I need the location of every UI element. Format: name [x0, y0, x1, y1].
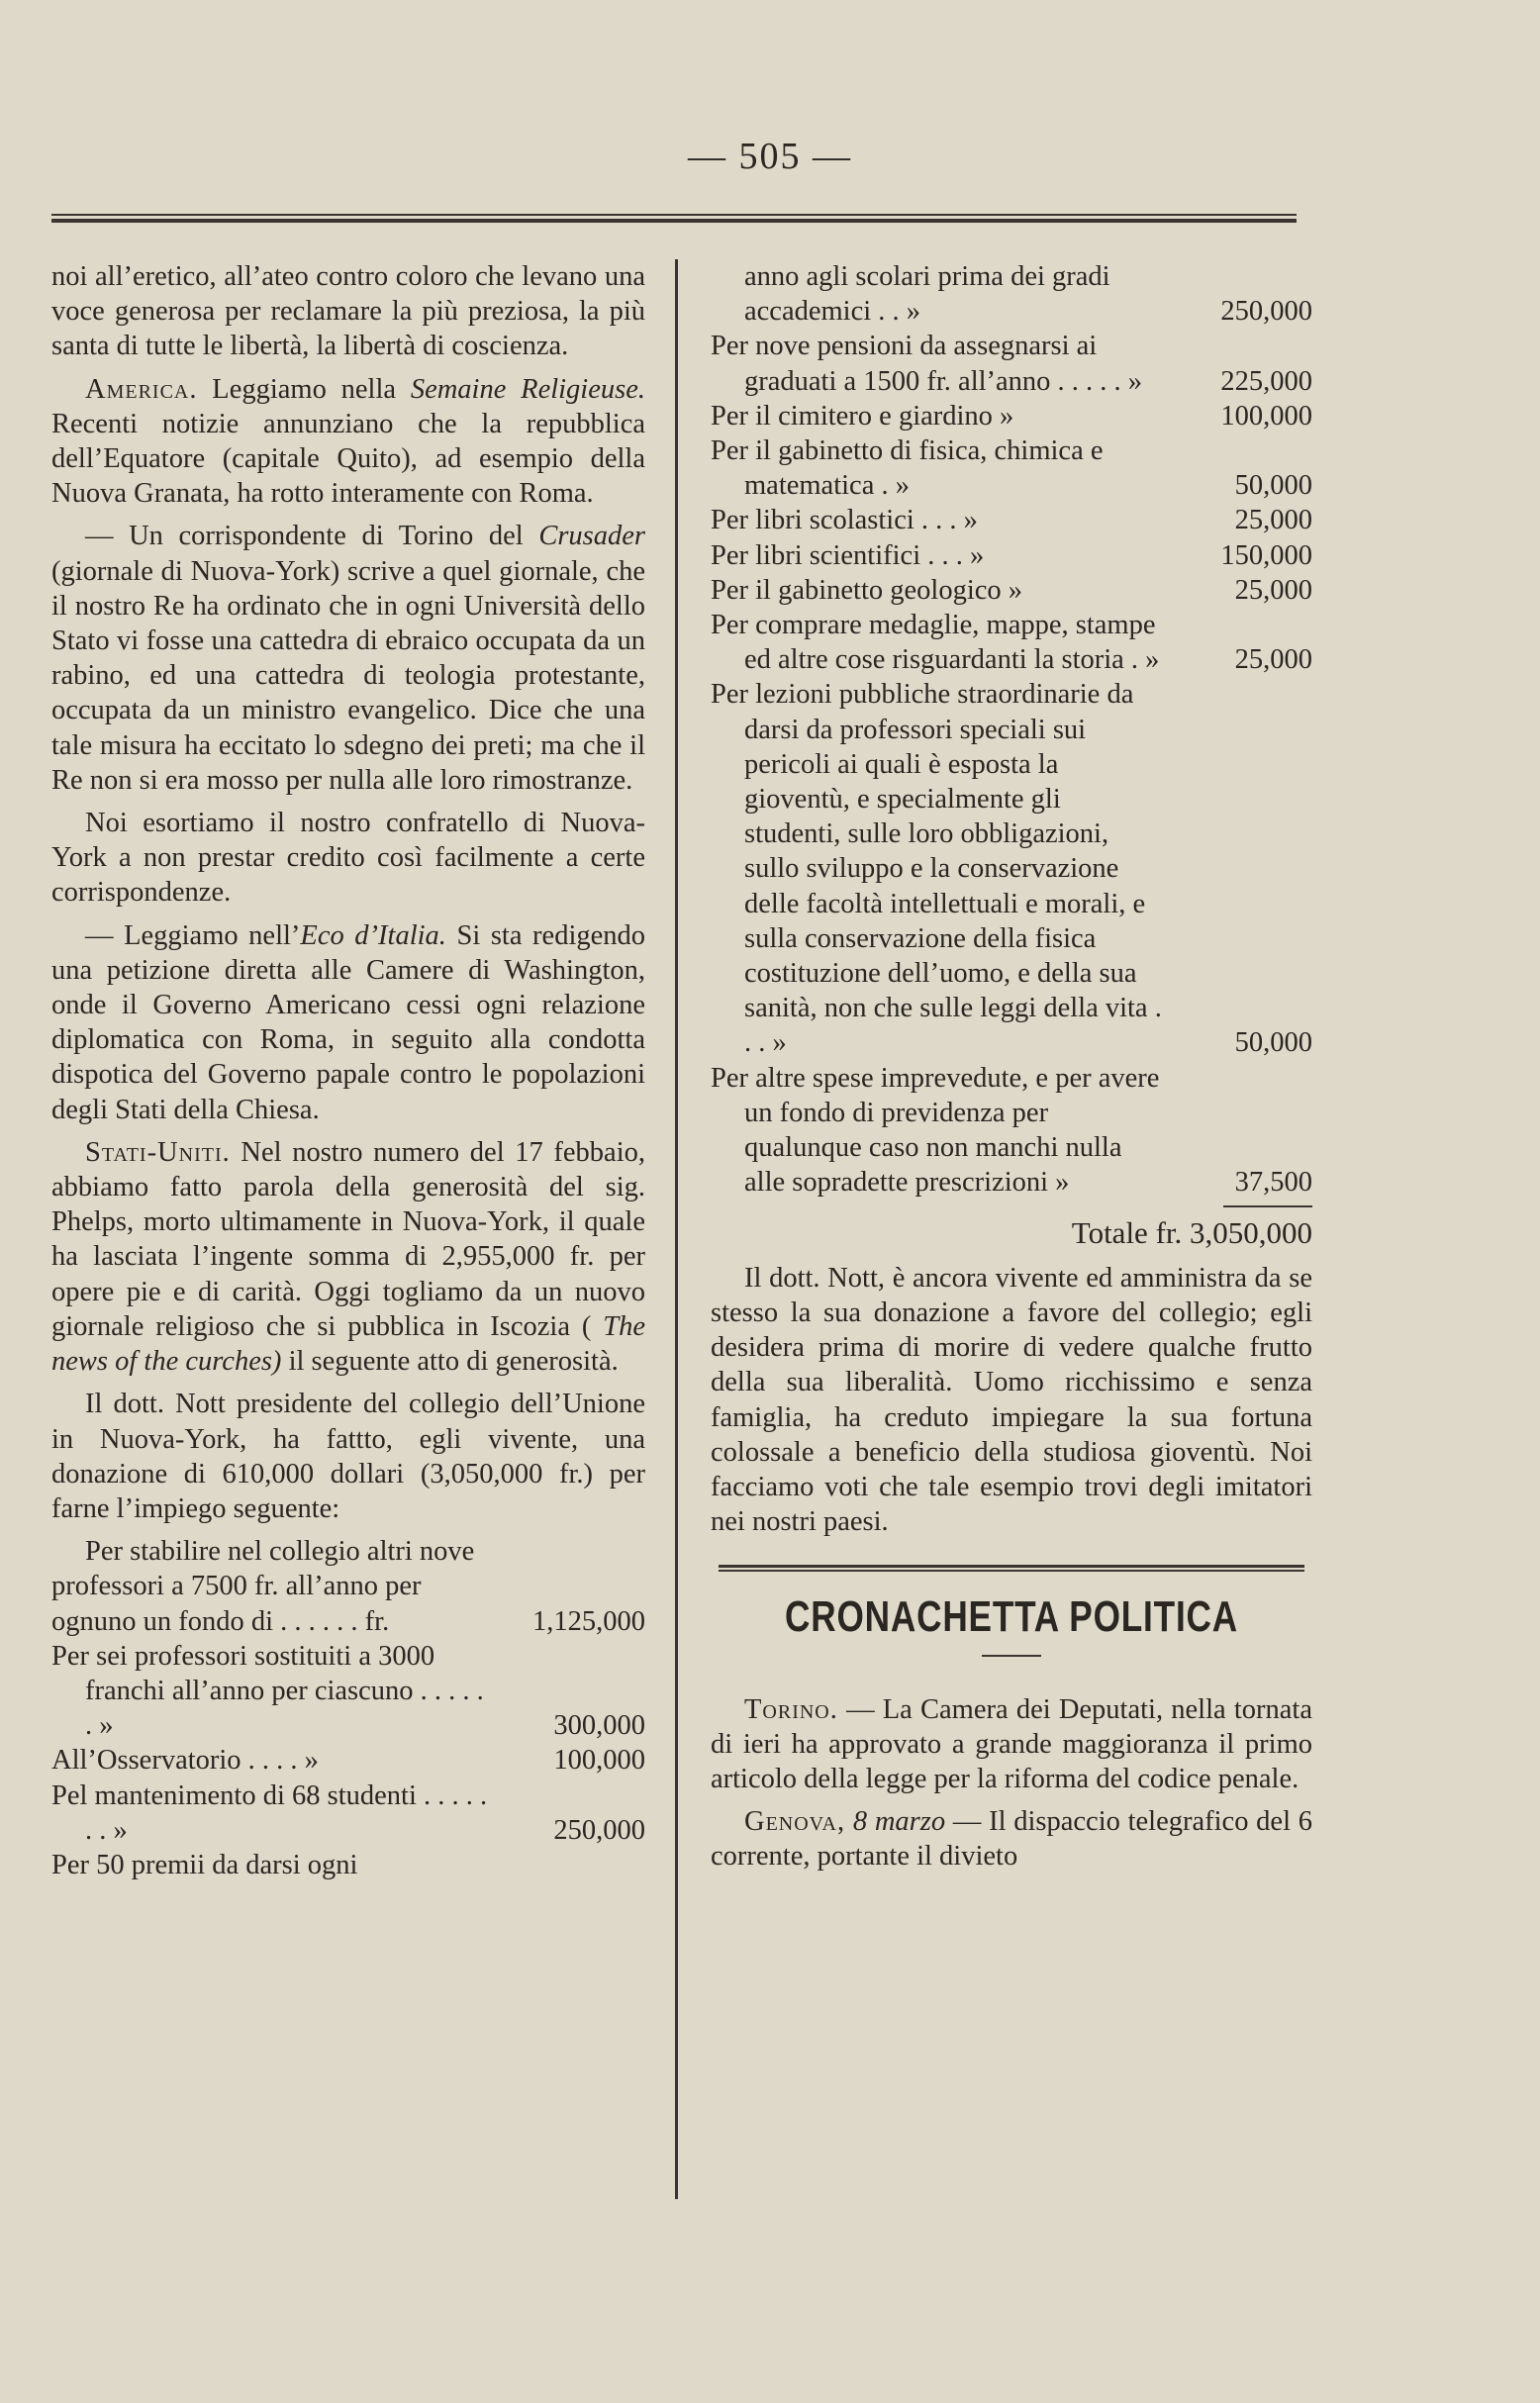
column-divider — [675, 259, 678, 2199]
text-span: — Leggiamo nell’ — [85, 919, 301, 951]
fund-description: Per il gabinetto di fisica, chimica e matematica . » — [711, 435, 1104, 502]
torino-label: Torino. — [744, 1693, 838, 1725]
fund-amount: 50,000 — [1234, 470, 1312, 502]
page-number: — 505 — — [688, 136, 852, 177]
stati-uniti-label: Stati-Uniti. — [85, 1136, 231, 1168]
crusader-title: Crusader — [538, 521, 645, 552]
fund-row — [711, 503, 1312, 537]
fund-row — [711, 433, 1312, 503]
left-fund-list — [51, 1534, 645, 1882]
text-span: Leggiamo nella — [197, 373, 411, 405]
stati-uniti-paragraph — [51, 1135, 645, 1379]
fund-row — [711, 538, 1312, 573]
america-paragraph — [51, 372, 645, 512]
fund-amount: 37,500 — [1234, 1167, 1312, 1199]
fund-amount: 300,000 — [553, 1710, 645, 1742]
fund-description: Pel mantenimento di 68 studenti . . . . . . . » — [51, 1779, 488, 1846]
genova-date: 8 marzo — [845, 1806, 946, 1838]
fund-row — [711, 573, 1312, 608]
fund-row — [711, 329, 1312, 398]
fund-row — [51, 1639, 645, 1744]
text-span: Nel nostro numero del 17 febbaio, abbiamo fatto parola della generosità del sig. Phelps, morto ultimamente in Nuova-York, il quale ha lasciata l’ingente somma di 2,955,000 fr. per opere pie e di carità. Oggi togliamo da un nuovo giornale religioso che si pubblica in Iscozia ( — [51, 1136, 645, 1342]
fund-row — [51, 1743, 645, 1778]
fund-row — [711, 1061, 1312, 1201]
fund-description: Per il gabinetto geologico » — [711, 574, 1023, 606]
text-span: — La Camera dei Deputati, nella tornata di ieri ha approvato a grande maggioranza il primo articolo della legge per la riforma del codice penale. — [711, 1693, 1312, 1794]
fund-amount: 25,000 — [1234, 644, 1312, 676]
fund-amount: 250,000 — [553, 1814, 645, 1846]
fund-amount: 25,000 — [1234, 574, 1312, 606]
left-paragraph-1: noi all’eretico, all’ateo contro coloro che levano una voce generosa per reclamare la più preziosa, la più santa di tutte le libertà, la libertà di coscienza. — [51, 261, 645, 362]
genova-paragraph — [711, 1804, 1312, 1874]
semaine-religieuse-title: Semaine Religieuse. — [410, 373, 645, 405]
fund-amount: 150,000 — [1220, 539, 1312, 571]
fund-description: anno agli scolari prima dei gradi accademici . . » — [744, 261, 1110, 328]
fund-row — [711, 677, 1312, 1060]
news-of-churches-title: The news of the curches) — [51, 1310, 645, 1378]
title-rule — [982, 1655, 1041, 1657]
fund-description: Per il cimitero e giardino » — [711, 400, 1014, 432]
fund-row — [711, 608, 1312, 677]
nott-donation-paragraph: Il dott. Nott presidente del collegio dell’Unione in Nuova-York, ha fattto, egli vivente, una donazione di 610,000 dollari (3,050,000 fr.) per farne l’impiego seguente: — [51, 1389, 645, 1524]
fund-row — [51, 1778, 645, 1848]
fund-description: Per lezioni pubbliche straordinarie da darsi da professori speciali sui pericoli ai quali è esposta la gioventù, e specialmente gli studenti, sulle loro obbligazioni, sullo sviluppo e la conservazione delle facoltà intellettuali e morali, e sulla conservazione della fisica costituzione dell’uomo, e della sua sanità, non che sulle leggi della vita . . . » — [711, 679, 1162, 1059]
text-span: Recenti notizie annunziano che la repubblica dell’Equatore (capitale Quito), ad esempio della Nuova Granata, ha rotto interamente con Roma. — [51, 408, 645, 510]
america-label: America. — [85, 373, 198, 405]
fund-description: All’Osservatorio . . . . » — [51, 1745, 319, 1777]
exhortation-paragraph: Noi esortiamo il nostro confratello di Nuova-York a non prestar credito così facilmente a certe corrispondenze. — [51, 808, 645, 909]
fund-amount: 225,000 — [1220, 365, 1312, 397]
text-span: il seguente atto di generosità. — [281, 1346, 619, 1378]
eco-italia-title: Eco d’Italia. — [300, 919, 446, 951]
fund-row — [711, 259, 1312, 329]
left-column — [51, 259, 645, 1882]
fund-amount: 50,000 — [1234, 1027, 1312, 1059]
crusader-paragraph — [51, 519, 645, 798]
genova-label: Genova, — [744, 1806, 846, 1838]
fund-amount: 25,000 — [1234, 505, 1312, 536]
text-span: (giornale di Nuova-York) scrive a quel giornale, che il nostro Re ha ordinato che in ogni Università dello Stato vi fosse una cattedra di ebraico occupata da un rabino, ed una cattedra di teologia protestante, occupata da un ministro evangelico. Dice che una tale misura ha eccitato lo sdegno dei preti; ma che il Re non si era mosso per nulla alle loro rimostranze. — [51, 555, 645, 796]
section-title: CRONACHETTA POLITICA — [785, 1592, 1238, 1642]
fund-continuation: Per 50 premii da darsi ogni — [51, 1849, 358, 1880]
fund-amount: 100,000 — [1220, 400, 1312, 432]
fund-amount: 250,000 — [1220, 296, 1312, 328]
fund-description: Per sei professori sostituiti a 3000 franchi all’anno per ciascuno . . . . . . » — [51, 1640, 484, 1742]
nott-living-paragraph: Il dott. Nott, è ancora vivente ed amministra da se stesso la sua donazione a favore del collegio; egli desidera prima di morire di vedere qualche frutto della sua liberalità. Uomo ricchissimo e senza famiglia, ha creduto impiegare la sua fortuna colossale a beneficio della studiosa gioventù. Noi facciamo voti che tale esempio trovi degli imitatori nei nostri paesi. — [711, 1262, 1312, 1538]
fund-amount: 100,000 — [553, 1745, 645, 1777]
fund-row — [51, 1534, 645, 1639]
eco-italia-paragraph — [51, 918, 645, 1127]
fund-row — [711, 399, 1312, 433]
fund-description: Per libri scolastici . . . » — [711, 505, 978, 536]
fund-description: Per altre spese imprevedute, e per avere un fondo di previdenza per qualunque caso non manchi nulla alle sopradette prescrizioni » — [711, 1062, 1160, 1199]
fund-description: Per libri scientifici . . . » — [711, 539, 985, 571]
total-rule — [1223, 1205, 1312, 1207]
fund-total: Totale fr. 3,050,000 — [1071, 1215, 1312, 1251]
right-column — [711, 259, 1312, 1882]
fund-description: Per stabilire nel collegio altri nove professori a 7500 fr. all’anno per ognuno un fondo di . . . . . . fr. — [51, 1536, 475, 1637]
header-rule — [51, 214, 1297, 223]
text-span: — Il dispaccio telegrafico del 6 corrente, portante il divieto — [711, 1806, 1312, 1873]
text-span: Si sta redigendo una petizione diretta alle Camere di Washington, onde il Governo Americano cessi ogni relazione diplomatica con Roma, in seguito alla condotta dispotica del Governo papale contro le popolazioni degli Stati della Chiesa. — [51, 919, 646, 1125]
fund-amount: 1,125,000 — [532, 1605, 645, 1637]
torino-paragraph — [711, 1692, 1312, 1797]
text-span: — Un corrispondente di Torino del — [85, 521, 539, 552]
fund-description: Per nove pensioni da assegnarsi ai graduati a 1500 fr. all’anno . . . . . » — [711, 331, 1143, 397]
fund-description: Per comprare medaglie, mappe, stampe ed altre cose risguardanti la storia . » — [711, 610, 1160, 676]
section-rule — [719, 1565, 1304, 1572]
